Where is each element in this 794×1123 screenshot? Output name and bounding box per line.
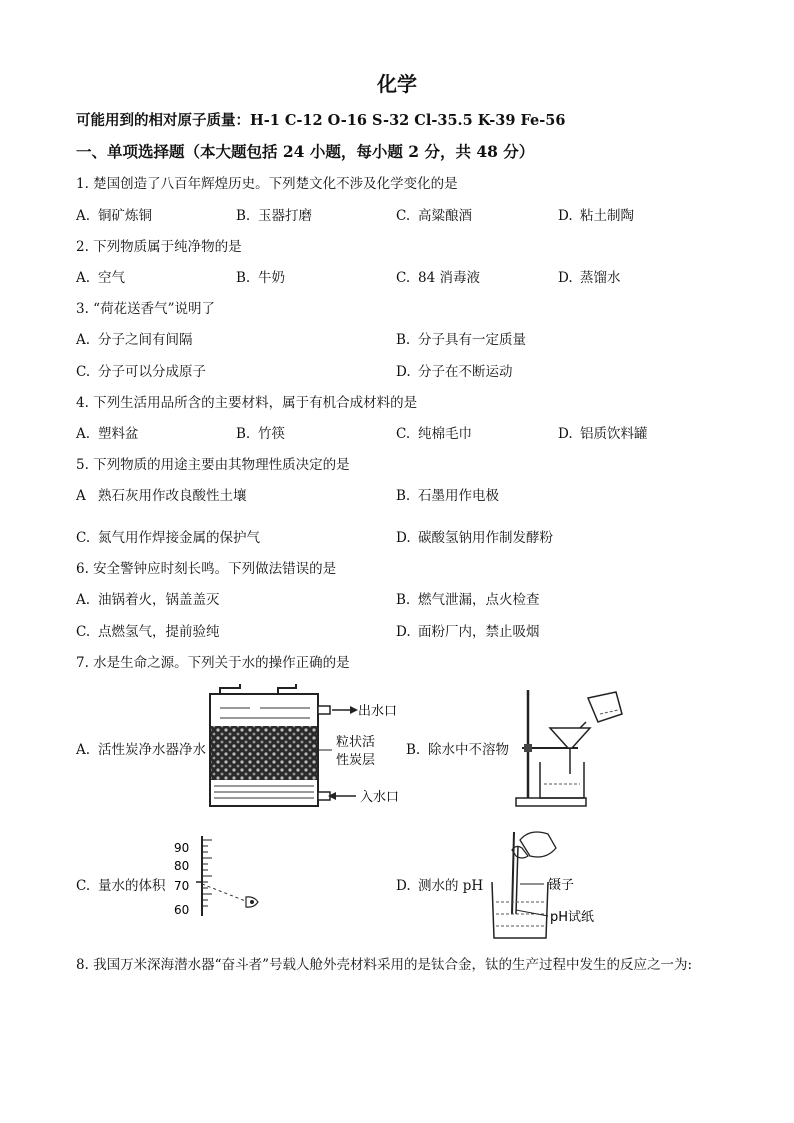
carbon-layer-label-2: 性炭层 bbox=[336, 753, 376, 768]
carbon-purifier-figure bbox=[200, 680, 410, 812]
question-7-stem: 7. 水是生命之源。下列关于水的操作正确的是 bbox=[76, 655, 350, 671]
q3-option-d[interactable]: D. 分子在不断运动 bbox=[396, 364, 513, 380]
q5-option-a[interactable]: A 熟石灰用作改良酸性土壤 bbox=[76, 488, 247, 504]
q6-option-d[interactable]: D. 面粉厂内，禁止吸烟 bbox=[396, 624, 540, 640]
cylinder-tick-80: 80 bbox=[174, 859, 190, 873]
inlet-label: 入水口 bbox=[360, 790, 400, 805]
question-4-stem: 4. 下列生活用品所含的主要材料，属于有机合成材料的是 bbox=[76, 395, 418, 411]
outlet-label: 出水口 bbox=[358, 704, 398, 719]
q7-option-a[interactable]: A. 活性炭净水器净水 bbox=[76, 742, 206, 758]
q1-option-a[interactable]: A. 铜矿炼铜 bbox=[76, 208, 152, 224]
q1-option-d[interactable]: D. 粘土制陶 bbox=[558, 208, 634, 224]
graduated-cylinder-figure bbox=[168, 834, 268, 920]
q4-option-a[interactable]: A. 塑料盆 bbox=[76, 426, 139, 442]
q4-option-c[interactable]: C. 纯棉毛巾 bbox=[396, 426, 472, 442]
ph-paper-label: pH试纸 bbox=[550, 910, 595, 925]
q4-option-d[interactable]: D. 铝质饮料罐 bbox=[558, 426, 648, 442]
question-8-stem: 8. 我国万米深海潜水器“奋斗者”号载人舱外壳材料采用的是钛合金，钛的生产过程中发生的反应之一为: bbox=[76, 957, 693, 973]
carbon-layer-label-1: 粒状活 bbox=[336, 735, 376, 750]
filtration-figure bbox=[512, 686, 632, 810]
cylinder-tick-70: 70 bbox=[174, 879, 190, 893]
question-6-stem: 6. 安全警钟应时刻长鸣。下列做法错误的是 bbox=[76, 561, 337, 577]
cylinder-tick-60: 60 bbox=[174, 903, 190, 917]
q6-option-b[interactable]: B. 燃气泄漏，点火检查 bbox=[396, 592, 540, 608]
atomic-masses: 可能用到的相对原子质量：H-1 C-12 O-16 S-32 Cl-35.5 K-39 Fe-56 bbox=[76, 112, 566, 129]
q7-option-b[interactable]: B. 除水中不溶物 bbox=[406, 742, 509, 758]
question-1-stem: 1. 楚国创造了八百年辉煌历史。下列楚文化不涉及化学变化的是 bbox=[76, 176, 458, 192]
q5-option-b[interactable]: B. 石墨用作电极 bbox=[396, 488, 499, 504]
question-3-stem: 3. “荷花送香气”说明了 bbox=[76, 301, 215, 317]
q5-option-c[interactable]: C. 氮气用作焊接金属的保护气 bbox=[76, 530, 260, 546]
q6-option-c[interactable]: C. 点燃氢气，提前验纯 bbox=[76, 624, 220, 640]
q3-option-b[interactable]: B. 分子具有一定质量 bbox=[396, 332, 526, 348]
q2-option-a[interactable]: A. 空气 bbox=[76, 270, 125, 286]
q2-option-b[interactable]: B. 牛奶 bbox=[236, 270, 285, 286]
q5-option-d[interactable]: D. 碳酸氢钠用作制发酵粉 bbox=[396, 530, 553, 546]
q7-option-d[interactable]: D. 测水的 pH bbox=[396, 878, 484, 894]
q2-option-d[interactable]: D. 蒸馏水 bbox=[558, 270, 621, 286]
section-heading: 一、单项选择题（本大题包括 24 小题，每小题 2 分，共 48 分） bbox=[76, 142, 535, 161]
ph-test-figure bbox=[486, 826, 616, 944]
cylinder-tick-90: 90 bbox=[174, 841, 190, 855]
q2-option-c[interactable]: C. 84 消毒液 bbox=[396, 270, 480, 286]
page-title: 化学 bbox=[377, 72, 417, 96]
q6-option-a[interactable]: A. 油锅着火，锅盖盖灭 bbox=[76, 592, 220, 608]
q1-option-c[interactable]: C. 高粱酿酒 bbox=[396, 208, 472, 224]
q3-option-c[interactable]: C. 分子可以分成原子 bbox=[76, 364, 206, 380]
question-5-stem: 5. 下列物质的用途主要由其物理性质决定的是 bbox=[76, 457, 350, 473]
q1-option-b[interactable]: B. 玉器打磨 bbox=[236, 208, 312, 224]
q3-option-a[interactable]: A. 分子之间有间隔 bbox=[76, 332, 193, 348]
question-2-stem: 2. 下列物质属于纯净物的是 bbox=[76, 239, 242, 255]
q4-option-b[interactable]: B. 竹筷 bbox=[236, 426, 285, 442]
tweezers-label: 镊子 bbox=[548, 878, 575, 893]
q7-option-c[interactable]: C. 量水的体积 bbox=[76, 878, 166, 894]
